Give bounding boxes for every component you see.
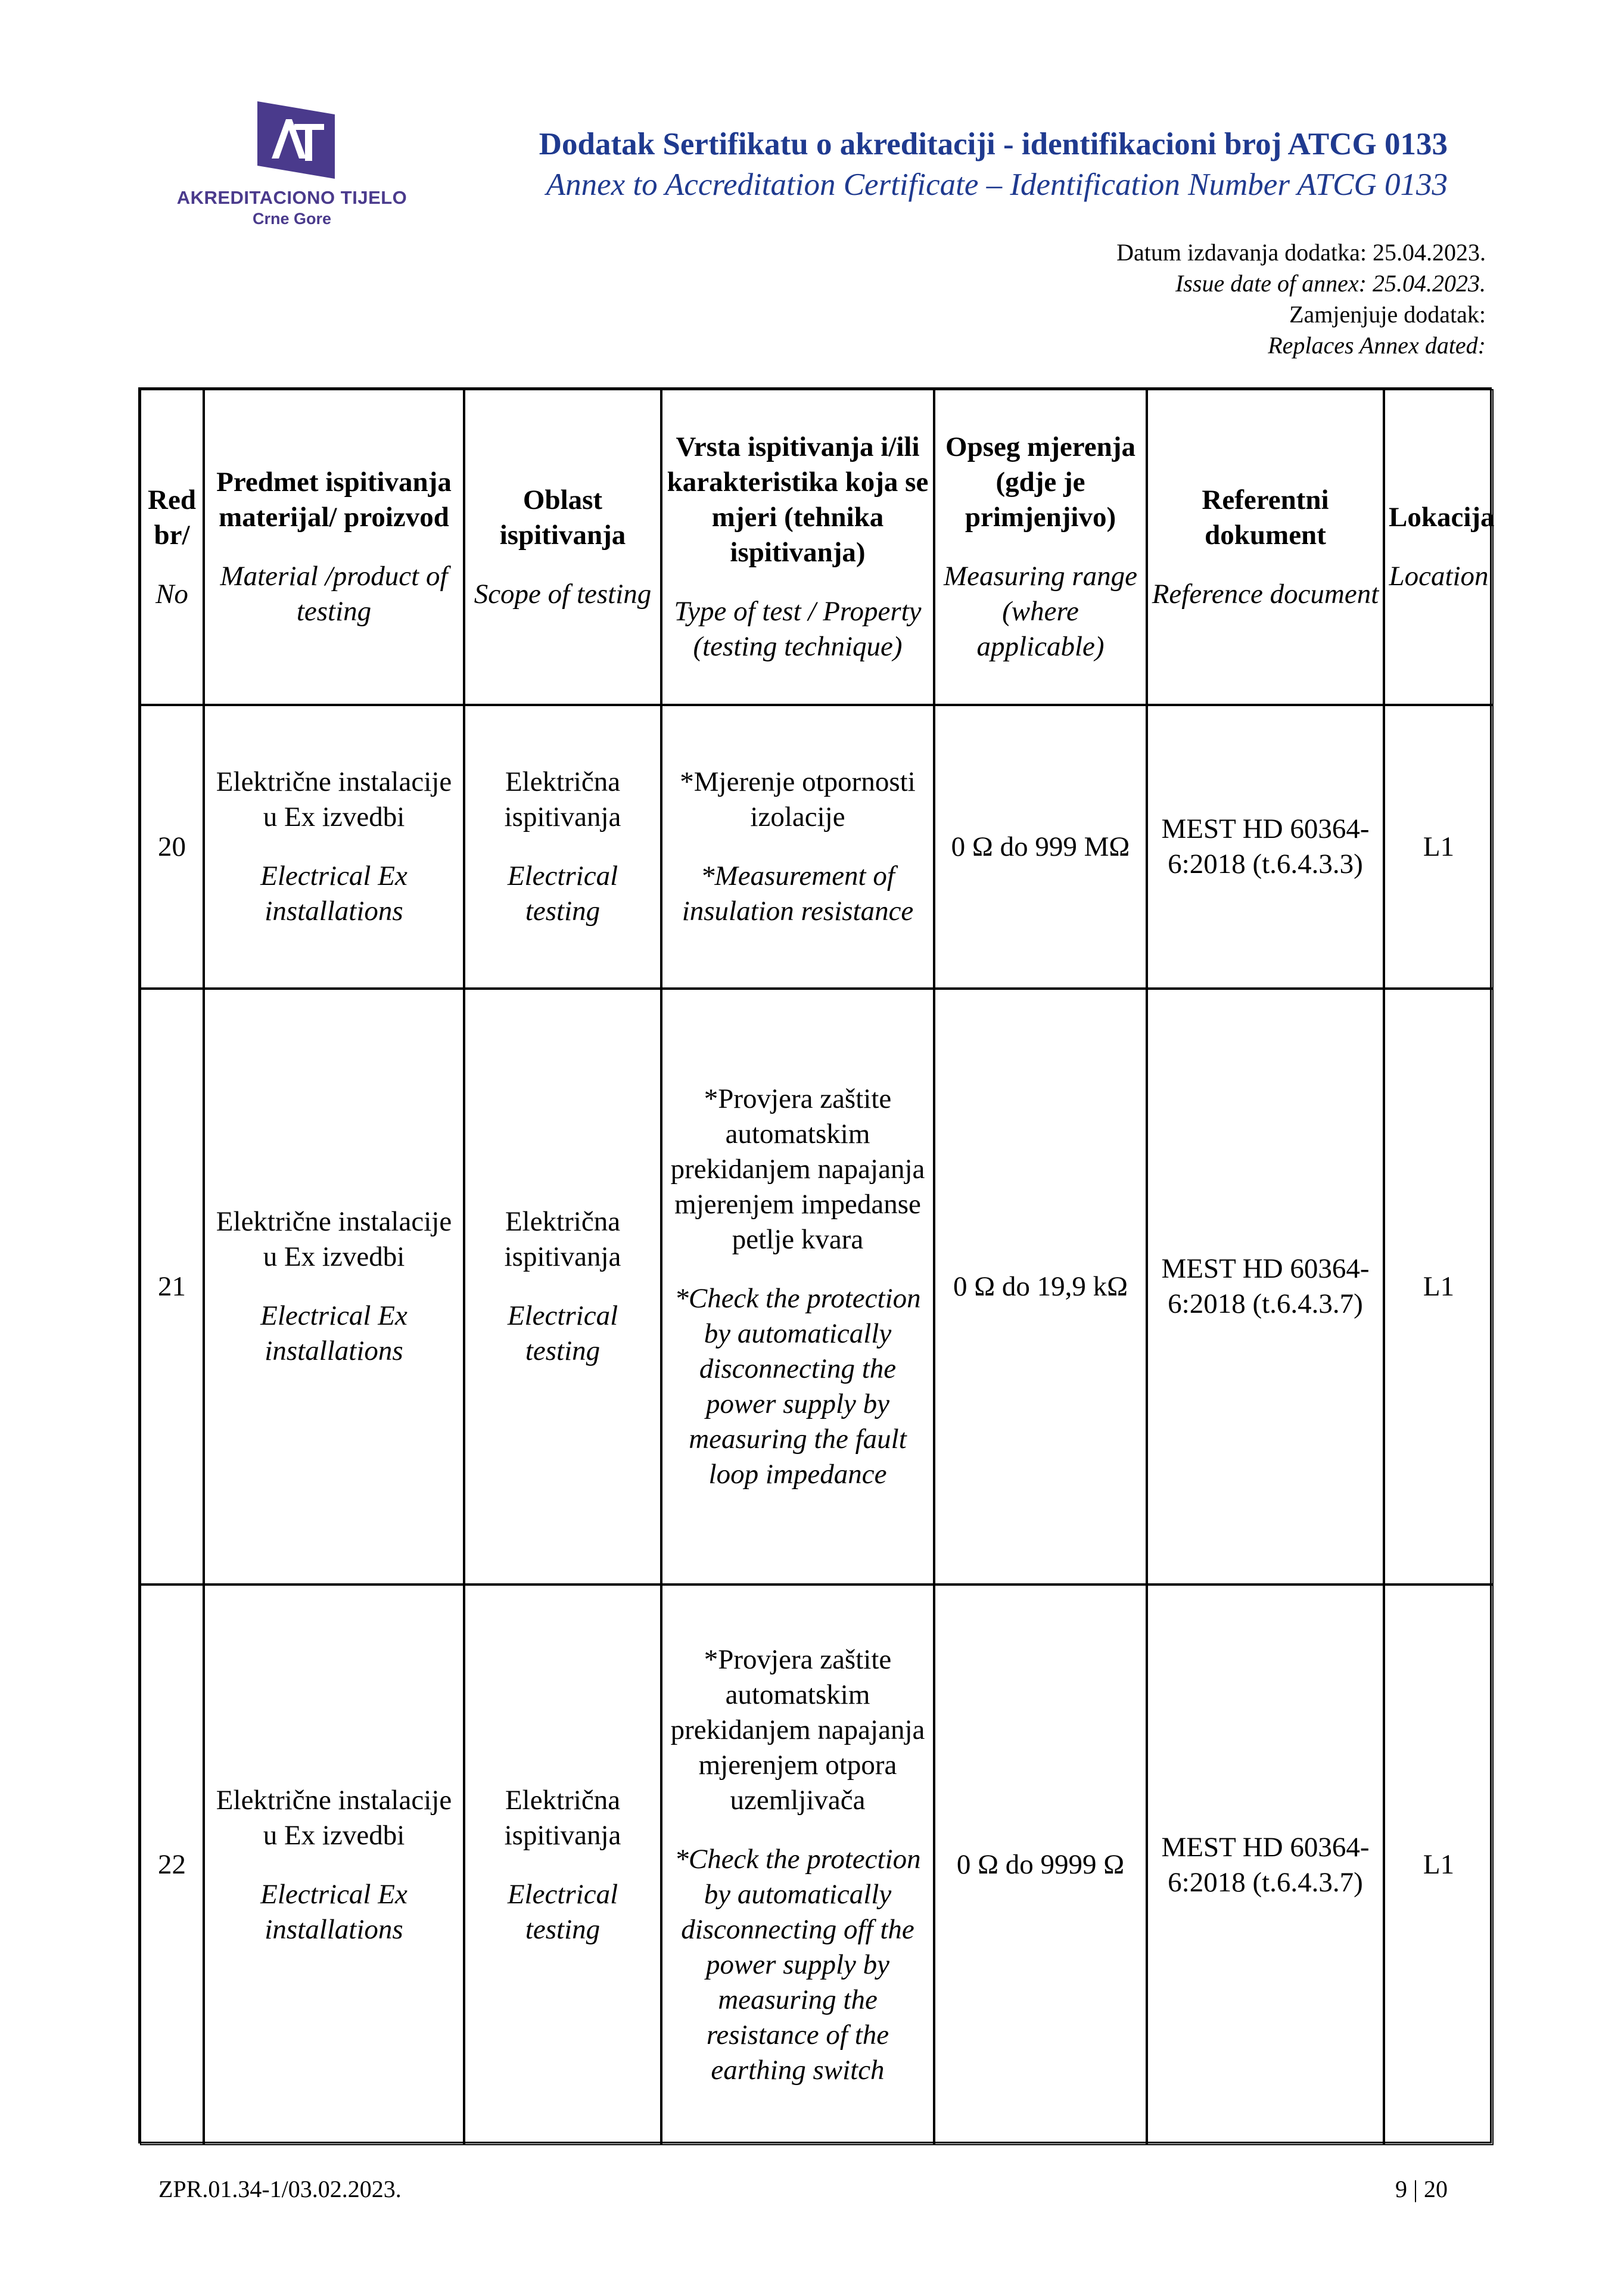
issue-meta — [1116, 237, 1486, 361]
cell-scope: Električna ispitivanja Electrical testing — [464, 705, 661, 989]
header-material: Predmet ispitivanja materijal/ proizvod Material /product of testing — [204, 389, 464, 705]
cell-reference: MEST HD 60364-6:2018 (t.6.4.3.7) — [1147, 1584, 1384, 2145]
cell-location: L1 — [1384, 705, 1494, 989]
cell-material: Električne instalacije u Ex izvedbi Electrical Ex installations — [204, 705, 464, 989]
header-no: Red br/ No — [140, 389, 204, 705]
cell-scope: Električna ispitivanja Electrical testing — [464, 1584, 661, 2145]
issue-date-en: Issue date of annex: 25.04.2023. — [1175, 270, 1486, 297]
table-row — [140, 989, 1494, 1584]
cell-test-type: *Mjerenje otpornosti izolacije *Measurement of insulation resistance — [661, 705, 934, 989]
cell-test-type: *Provjera zaštite automatskim prekidanjem napajanja mjerenjem otpora uzemljivača *Check the protection by automatically disconnecting off the power supply by measuring the resistance of the earthing switch — [661, 1584, 934, 2145]
header-location: Lokacija Location — [1384, 389, 1494, 705]
cell-no: 22 — [140, 1584, 204, 2145]
footer-doc-code: ZPR.01.34-1/03.02.2023. — [158, 2176, 402, 2202]
cell-reference: MEST HD 60364-6:2018 (t.6.4.3.7) — [1147, 989, 1384, 1584]
cell-location: L1 — [1384, 989, 1494, 1584]
header-scope: Oblast ispitivanja Scope of testing — [464, 389, 661, 705]
cell-reference: MEST HD 60364-6:2018 (t.6.4.3.3) — [1147, 705, 1384, 989]
accreditation-table — [138, 387, 1495, 2143]
table-header-row — [140, 389, 1494, 705]
cell-range: 0 Ω do 999 MΩ — [934, 705, 1147, 989]
header-reference: Referentni dokument Reference document — [1147, 389, 1384, 705]
issue-date-local: Datum izdavanja dodatka: 25.04.2023. — [1116, 239, 1486, 266]
cell-location: L1 — [1384, 1584, 1494, 2145]
accreditation-logo-icon — [257, 101, 335, 179]
document-title: Dodatak Sertifikatu o akreditaciji - identifikacioni broj ATCG 0133 — [539, 127, 1448, 161]
cell-no: 20 — [140, 705, 204, 989]
logo-name: AKREDITACIONO TIJELO — [176, 187, 407, 208]
header-range: Opseg mjerenja (gdje je primjenjivo) Measuring range (where applicable) — [934, 389, 1147, 705]
table-row — [140, 705, 1494, 989]
replaces-en: Replaces Annex dated: — [1268, 332, 1486, 359]
cell-range: 0 Ω do 9999 Ω — [934, 1584, 1147, 2145]
header-test-type: Vrsta ispitivanja i/ili karakteristika koja se mjeri (tehnika ispitivanja) Type of test / Property (testing technique) — [661, 389, 934, 705]
footer-page-number: 9 | 20 — [1395, 2176, 1448, 2202]
document-subtitle: Annex to Accreditation Certificate – Identification Number ATCG 0133 — [546, 167, 1448, 202]
cell-test-type: *Provjera zaštite automatskim prekidanjem napajanja mjerenjem impedanse petlje kvara *Check the protection by automatically disconnecting the power supply by measuring the fault loop impedance — [661, 989, 934, 1584]
replaces-local: Zamjenjuje dodatak: — [1289, 301, 1486, 328]
cell-no: 21 — [140, 989, 204, 1584]
cell-material: Električne instalacije u Ex izvedbi Electrical Ex installations — [204, 1584, 464, 2145]
table-row — [140, 1584, 1494, 2145]
cell-range: 0 Ω do 19,9 kΩ — [934, 989, 1147, 1584]
cell-material: Električne instalacije u Ex izvedbi Electrical Ex installations — [204, 989, 464, 1584]
cell-scope: Električna ispitivanja Electrical testing — [464, 989, 661, 1584]
logo-subtitle: Crne Gore — [252, 210, 332, 228]
logo — [161, 101, 423, 238]
